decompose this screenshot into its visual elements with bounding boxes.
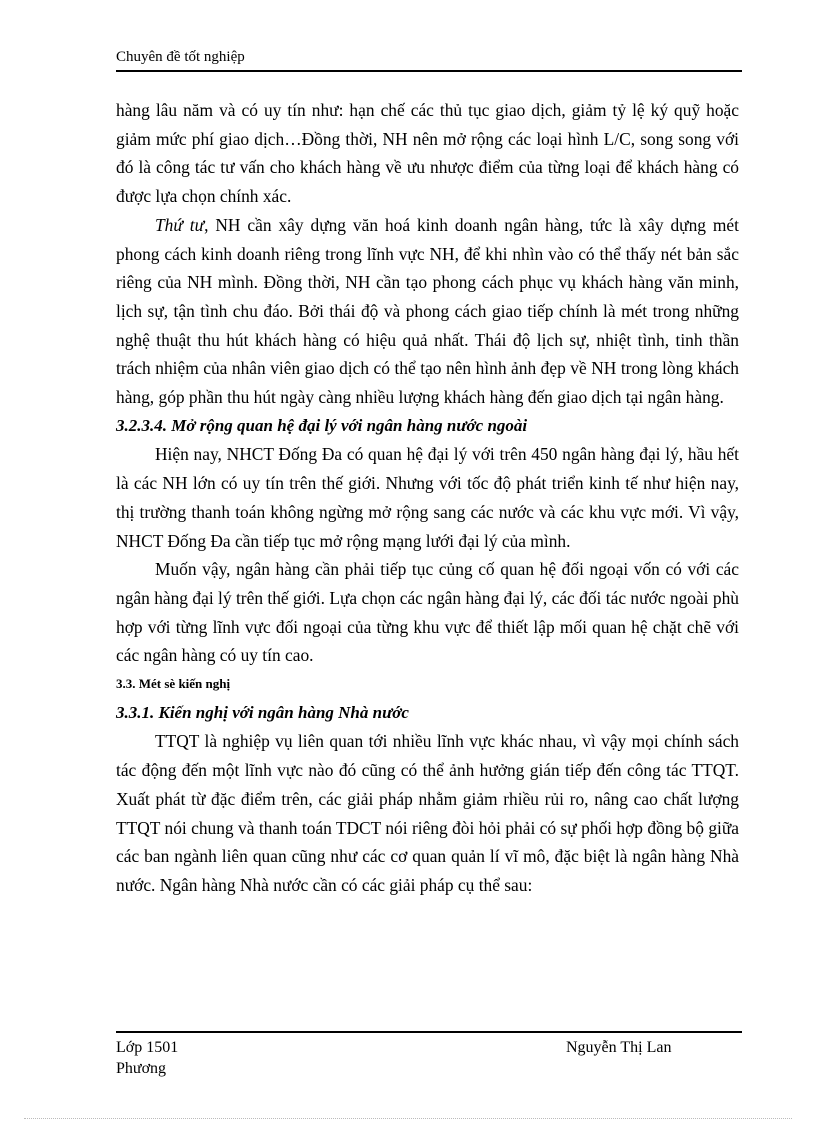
paragraph-fourth [116,211,739,412]
section-heading-3234: 3.2.3.4. Mở rộng quan hệ đại lý với ngân hàng nước ngoài [116,415,528,435]
footer-name-continuation: Phương [116,1060,167,1077]
page-header-title: Chuyên đề tốt nghiệp [116,49,245,65]
paragraph-continuation: hàng lâu năm và có uy tín như: hạn chế các thủ tục giao dịch, giảm tỷ lệ ký quỹ hoặc giảm mức phí giao dịch…Đồng thời, NH nên mở rộng các loại hình L/C, song song với đó là công tác tư vấn cho khách hàng về ưu nhược điểm của từng loại để khách hàng có được lựa chọn chính xác. [116,100,739,207]
header-divider [116,70,742,72]
paragraph-lead-italic: Thứ tư [155,214,205,235]
footer-left [116,1037,178,1079]
paragraph-fourth-text: , NH cần xây dựng văn hoá kinh doanh ngân hàng, tức là xây dựng mét phong cách kinh doanh riêng trong lĩnh vực NH, để khi nhìn vào có thể thấy nét bản sắc riêng của NH mình. Đồng thời, NH cần tạo phong cách phục vụ khách hàng văn minh, lịch sự, tận tình chu đáo. Bởi thái độ và phong cách giao tiếp chính là mét trong những nghệ thuật thu hút khách hàng có hiệu quả nhất. Thái độ lịch sự, nhiệt tình, tinh thần trách nhiệm của nhân viên giao dịch có thể tạo nên hình ảnh đẹp về NH trong lòng khách hàng, góp phần thu hút ngày càng nhiều lượng khách hàng đến giao dịch tại ngân hàng. [116,214,739,408]
document-body [116,96,739,900]
footer-divider [116,1031,742,1033]
paragraph-strengthen-relations: Muốn vậy, ngân hàng cần phải tiếp tục củng cố quan hệ đối ngoại vốn có với các ngân hàng đại lý trên thế giới. Lựa chọn các ngân hàng đại lý, các đối tác nước ngoài phù hợp với từng lĩnh vực đối ngoại của từng khu vực để thiết lập mối quan hệ chặt chẽ với các ngân hàng có uy tín cao. [116,559,739,666]
page-bottom-border [24,1118,792,1119]
footer-class-label: Lớp 1501 [116,1039,179,1056]
paragraph-recommendations: TTQT là nghiệp vụ liên quan tới nhiều lĩnh vực khác nhau, vì vậy mọi chính sách tác động đến một lĩnh vực nào đó cũng có thể ảnh hưởng gián tiếp đến công tác TTQT. Xuất phát từ đặc điểm trên, các giải pháp nhằm giảm rhiều rủi ro, nâng cao chất lượng TTQT nói chung và thanh toán TDCT nói riêng đòi hỏi phải có sự phối hợp đồng bộ giữa các ban ngành liên quan cũng như các cơ quan quản lí vĩ mô, đặc biệt là ngân hàng Nhà nước. Ngân hàng Nhà nước cần có các giải pháp cụ thể sau: [116,731,739,895]
paragraph-agency-relations: Hiện nay, NHCT Đống Đa có quan hệ đại lý với trên 450 ngân hàng đại lý, hầu hết là các NH lớn có uy tín trên thế giới. Nhưng với tốc độ phát triển kinh tế như hiện nay, thị trường thanh toán không ngừng mở rộng sang các nước và các khu vực mới. Vì vậy, NHCT Đống Đa cần tiếp tục mở rộng mạng lưới đại lý của mình. [116,444,739,551]
section-heading-331: 3.3.1. Kiến nghị với ngân hàng Nhà nước [116,702,409,722]
section-heading-33: 3.3. Mét sè kiến nghị [116,676,231,692]
footer-author-name: Nguyễn Thị Lan [566,1039,672,1056]
